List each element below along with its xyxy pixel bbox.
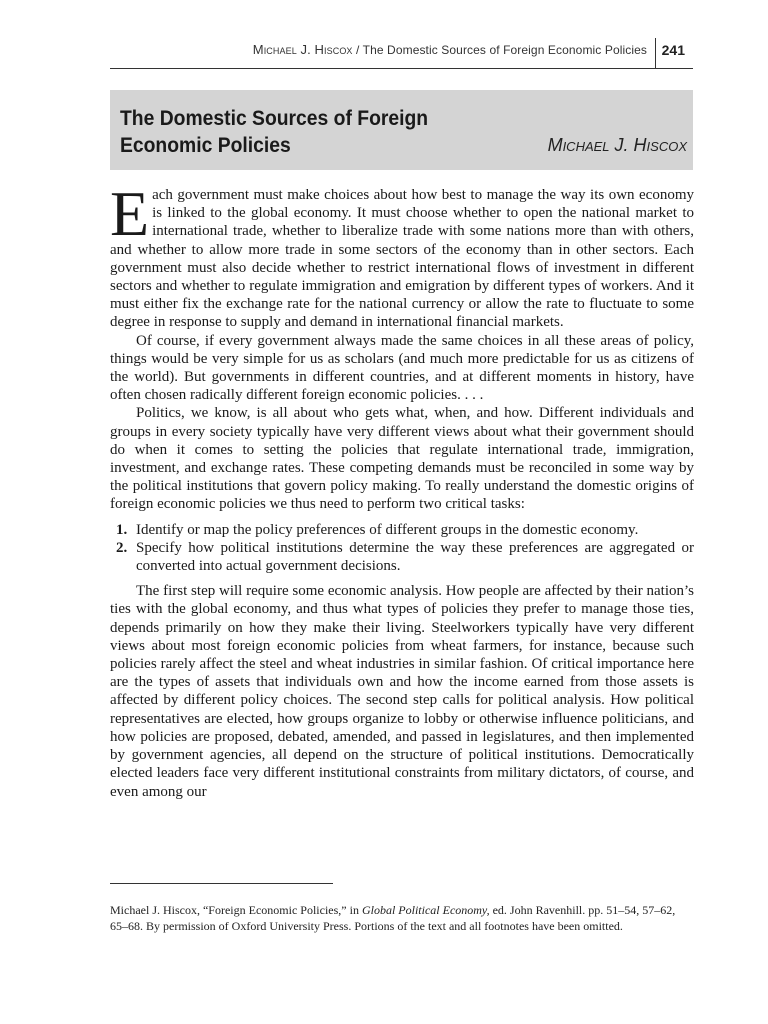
paragraph-1 <box>110 178 694 332</box>
list-item-text: Identify or map the policy preferences of different groups in the domestic economy. <box>136 521 639 538</box>
list-item-text: Specify how political institutions determine the way these preferences are aggregated or converted into actual government decisions. <box>136 539 694 575</box>
footnote-text-2: ed. John Ravenhill. pp. 51–54, 57–62, 65–68. By permission of Oxford University Press. Portions of the text and all footnotes have been omitted. <box>110 903 676 933</box>
footnote <box>110 903 694 934</box>
footnote-text-1: Michael J. Hiscox, “Foreign Economic Policies,” in <box>110 903 362 917</box>
footnote-divider <box>110 883 333 884</box>
chapter-title-line-2: Economic Policies <box>120 134 291 157</box>
chapter-title <box>120 105 428 159</box>
footnote-source-title: Global Political Economy, <box>361 903 490 917</box>
chapter-title-line-1: The Domestic Sources of Foreign <box>120 107 429 130</box>
paragraph-2: Of course, if every government always made the same choices in all these areas of policy, things would be very simple for us as scholars (and much more predictable for us as citizens of the world). But governments in different countries, and at different moments in history, have often chosen radically different foreign economic policies. . . . <box>110 332 694 404</box>
numbered-list <box>110 521 694 576</box>
chapter-title-block <box>110 90 693 170</box>
running-head-title: The Domestic Sources of Foreign Economic Policies <box>362 43 647 57</box>
running-head-separator: / <box>352 43 363 57</box>
paragraph-4: The first step will require some economic analysis. How people are affected by their nation’s ties with the global economy, and thus what types of policies they prefer to manage those ties, depends primarily on how they make their living. Steelworkers typically have very different views about most foreign economic policies from wheat farmers, for instance, because such policies rarely affect the steel and wheat industries in similar fashion. Of critical importance here are the types of assets that individuals own and how the income earned from those assets is affected by different policy choices. The second step calls for political analysis. How political representatives are elected, how groups organize to lobby or otherwise influence politicians, and how policies are proposed, debated, amended, and passed in legislatures, and then implemented by government agencies, all depend on the structure of political institutions. Democratically elected leaders face very different institutional constraints from military dictators, of course, and even among our <box>110 583 694 800</box>
running-head-text <box>253 42 647 57</box>
list-item-number: 2. <box>116 539 128 556</box>
page-number: 241 <box>661 42 685 58</box>
paragraph-1-text: ach government must make choices about how best to manage the way its own economy is linked to the global economy. It must choose whether to open the national market to international trade, whether to liberalize trade with some nations more than with others, and whether to allow more trade in some sectors of the economy than in other sectors. Each government must also decide whether to restrict international flows of investment in different sectors and whether to regulate immigration and emigration by different types of workers. And it must either fix the exchange rate for the national currency or allow the rate to fluctuate to some degree in response to supply and demand in international financial markets. <box>110 187 694 331</box>
body-text <box>110 178 694 801</box>
list-item <box>110 539 694 575</box>
running-head-author: Michael J. Hiscox <box>252 42 353 57</box>
list-item <box>110 521 694 539</box>
running-head-divider <box>655 38 656 68</box>
paragraph-3: Politics, we know, is all about who gets what, when, and how. Different individuals and groups in every society typically have very different views about what their government should do when it comes to setting the policies that regulate international trade, immigration, investment, and exchange rates. These competing demands must be reconciled in some way by the political institutions that govern policy making. To really understand the domestic origins of foreign economic policies we thus need to perform two critical tasks: <box>110 405 694 513</box>
drop-cap: E <box>110 178 150 249</box>
running-head <box>110 38 693 69</box>
chapter-author: Michael J. Hiscox <box>547 135 687 155</box>
list-item-number: 1. <box>116 521 128 538</box>
